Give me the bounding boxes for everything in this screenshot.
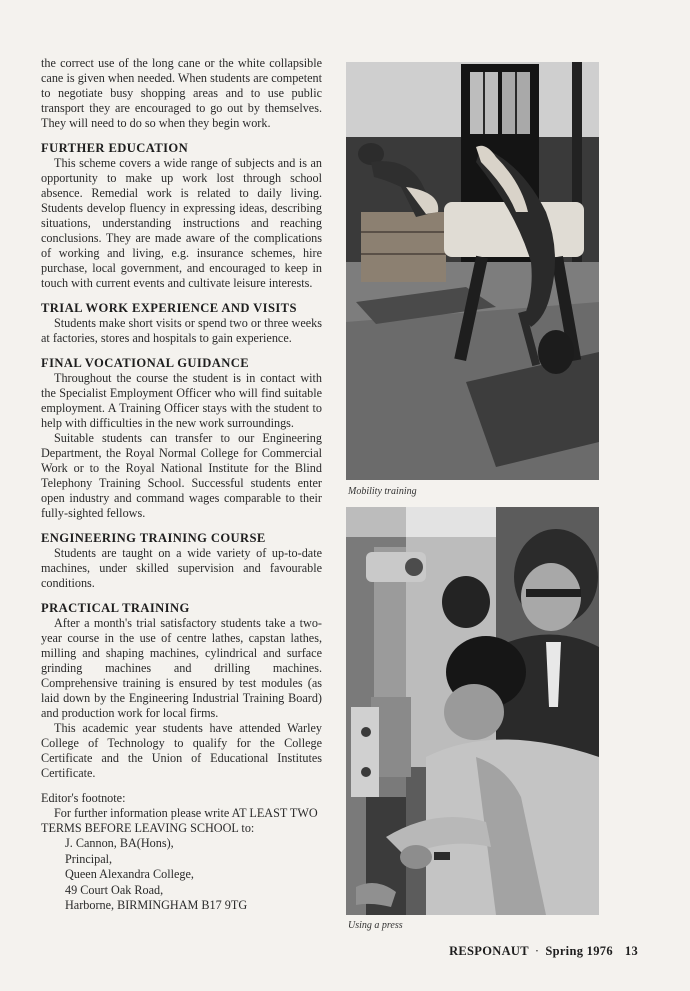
figure-caption: Using a press (348, 920, 403, 931)
section-paragraph: This scheme covers a wide range of subjects and is an opportunity to make up work lost through school absence. Remedial work is related to daily living. Students develop fluency in expressing ideas, describing situations, understanding instructions and reaching conclusions. They are made aware of the complications of working and living, e.g. insurance schemes, hire purchase, local government, and encouraged to keep in touch with current events and cultivate leisure interests. (41, 156, 322, 290)
page-footer (449, 944, 638, 959)
article-text-column (41, 56, 322, 914)
section-paragraph: Students are taught on a wide variety of up-to-date machines, under skilled supervision and favourable conditions. (41, 546, 322, 590)
figure-caption: Mobility training (348, 486, 417, 497)
section-paragraph: After a month's trial satisfactory students take a two-year course in the use of centre lathes, capstan lathes, milling and shaping machines, cylindrical and surface grinding machines and drilling machines. Comprehensive training is ensured by test modules (as laid down by the Engineering Industrial Training Board) and production work for local firms. (41, 616, 322, 720)
address-line: Queen Alexandra College, (65, 867, 194, 881)
editors-footnote (41, 791, 322, 914)
section-heading: FURTHER EDUCATION (41, 141, 189, 155)
section-heading: PRACTICAL TRAINING (41, 601, 190, 615)
address-line: Harborne, BIRMINGHAM B17 9TG (65, 898, 248, 912)
section-paragraph: Students make short visits or spend two or three weeks at factories, stores and hospitals to gain experience. (41, 316, 322, 345)
postal-address (65, 836, 322, 914)
using-a-press-photo (346, 507, 599, 915)
gymnasium-illustration (346, 62, 599, 480)
footer-separator: · (534, 944, 540, 958)
section-paragraph: Suitable students can transfer to our Engineering Department, the Royal Normal College for Commercial Work or to the Royal National Institute for the Blind Telephony Training School. Successful students enter open industry and command wages comparable to their fully-sighted fellows. (41, 431, 322, 520)
intro-paragraph: the correct use of the long cane or the white collapsible cane is given when needed. When students are competent to negotiate busy shopping areas and to use public transport they are encouraged to go out by themselves. They will need to do so when they begin work. (41, 56, 322, 130)
mobility-training-photo (346, 62, 599, 480)
section-paragraph: Throughout the course the student is in contact with the Specialist Employment Officer who will find suitable employment. A Training Officer stays with the student to help with difficulties in the new work surroundings. (41, 371, 322, 430)
issue-date: Spring 1976 (545, 944, 613, 958)
footnote-body: For further information please write AT LEAST TWO TERMS BEFORE LEAVING SCHOOL to: (41, 806, 318, 835)
address-line: J. Cannon, BA(Hons), (65, 836, 174, 850)
workshop-illustration (346, 507, 599, 915)
section-heading: ENGINEERING TRAINING COURSE (41, 531, 266, 545)
publication-name: RESPONAUT (449, 944, 529, 958)
page-number: 13 (624, 944, 638, 958)
address-line: 49 Court Oak Road, (65, 882, 164, 897)
footnote-label: Editor's footnote: (41, 791, 126, 805)
section-heading: TRIAL WORK EXPERIENCE AND VISITS (41, 301, 297, 315)
section-heading: FINAL VOCATIONAL GUIDANCE (41, 356, 250, 370)
address-line: Principal, (65, 851, 113, 866)
section-paragraph: This academic year students have attended Warley College of Technology to qualify for the College Certificate and the Union of Educational Institutes Certificate. (41, 721, 322, 780)
